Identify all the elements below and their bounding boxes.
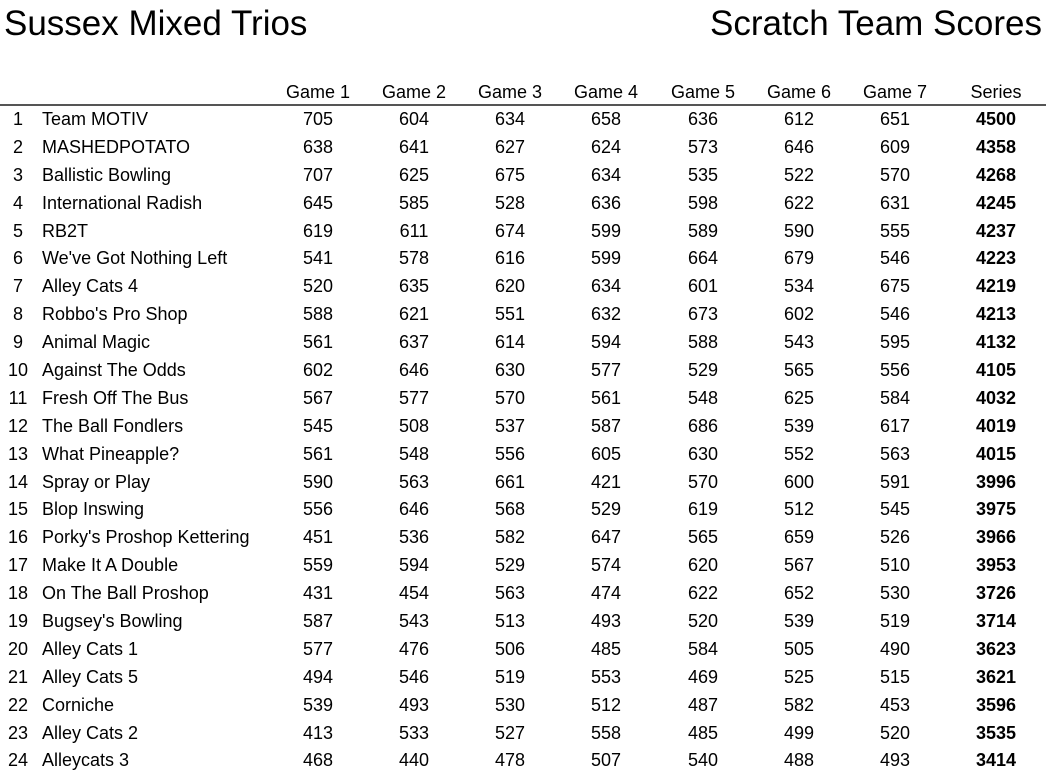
game-score-cell: 582 (494, 527, 526, 548)
rank-cell: 12 (7, 415, 29, 436)
game-score-cell: 546 (879, 304, 911, 325)
team-name-cell: Fresh Off The Bus (42, 387, 189, 408)
game-score-cell: 476 (398, 638, 430, 659)
rank-cell: 22 (7, 694, 29, 715)
game-score-cell: 527 (494, 722, 526, 743)
game-score-cell: 545 (302, 415, 334, 436)
game-score-cell: 545 (879, 499, 911, 520)
series-total-cell: 4019 (975, 415, 1017, 436)
series-total-cell: 4032 (975, 387, 1017, 408)
rank-cell: 3 (12, 164, 23, 185)
game-score-cell: 622 (783, 192, 815, 213)
game-score-cell: 512 (590, 694, 622, 715)
game-score-cell: 529 (494, 555, 526, 576)
series-total-cell: 3714 (975, 611, 1017, 632)
game-score-cell: 539 (302, 694, 334, 715)
game-score-cell: 539 (783, 611, 815, 632)
game-score-cell: 485 (687, 722, 719, 743)
game-score-cell: 508 (398, 415, 430, 436)
table-row (0, 608, 1046, 636)
rank-cell: 8 (12, 304, 23, 325)
game-score-cell: 589 (687, 220, 719, 241)
rank-cell: 5 (12, 220, 23, 241)
game-score-cell: 558 (590, 722, 622, 743)
series-total-cell: 4223 (975, 248, 1017, 269)
game-score-cell: 510 (879, 555, 911, 576)
team-name-cell: Blop Inswing (42, 499, 145, 520)
game-score-cell: 487 (687, 694, 719, 715)
game-score-cell: 570 (879, 164, 911, 185)
game-score-cell: 565 (687, 527, 719, 548)
table-row (0, 218, 1046, 246)
game-score-cell: 530 (494, 694, 526, 715)
rank-cell: 16 (7, 527, 29, 548)
game-score-cell: 584 (687, 638, 719, 659)
game-score-cell: 602 (783, 304, 815, 325)
table-row (0, 385, 1046, 413)
rank-cell: 7 (12, 276, 23, 297)
series-total-cell: 4015 (975, 443, 1017, 464)
table-row (0, 469, 1046, 497)
table-row (0, 106, 1046, 134)
table-row (0, 524, 1046, 552)
game-score-cell: 488 (783, 750, 815, 771)
game-score-cell: 614 (494, 332, 526, 353)
series-total-cell: 4358 (975, 136, 1017, 157)
team-name-cell: Porky's Proshop Kettering (42, 527, 250, 548)
rank-cell: 10 (7, 360, 29, 381)
game-score-cell: 541 (302, 248, 334, 269)
game-score-cell: 630 (687, 443, 719, 464)
column-header-game-4: Game 4 (573, 82, 639, 102)
series-total-cell: 3535 (975, 722, 1017, 743)
team-name-cell: MASHEDPOTATO (42, 136, 191, 157)
series-total-cell: 4268 (975, 164, 1017, 185)
game-score-cell: 587 (302, 611, 334, 632)
team-name-cell: On The Ball Proshop (42, 583, 209, 604)
series-total-cell: 4213 (975, 304, 1017, 325)
game-score-cell: 590 (783, 220, 815, 241)
table-header (0, 79, 1046, 106)
game-score-cell: 493 (398, 694, 430, 715)
game-score-cell: 604 (398, 109, 430, 129)
game-score-cell: 594 (398, 555, 430, 576)
rank-cell: 21 (7, 666, 29, 687)
table-row (0, 301, 1046, 329)
game-score-cell: 635 (398, 276, 430, 297)
game-score-cell: 528 (494, 192, 526, 213)
game-score-cell: 631 (879, 192, 911, 213)
game-score-cell: 529 (590, 499, 622, 520)
series-total-cell: 3414 (975, 750, 1017, 771)
game-score-cell: 601 (687, 276, 719, 297)
game-score-cell: 612 (783, 109, 815, 129)
game-score-cell: 599 (590, 248, 622, 269)
rank-cell: 11 (8, 387, 28, 408)
game-score-cell: 585 (398, 192, 430, 213)
team-name-cell: Alley Cats 4 (42, 276, 139, 297)
game-score-cell: 520 (879, 722, 911, 743)
team-name-cell: We've Got Nothing Left (42, 248, 228, 269)
game-score-cell: 621 (398, 304, 430, 325)
series-total-cell: 3623 (975, 638, 1017, 659)
team-name-cell: Robbo's Pro Shop (42, 304, 188, 325)
game-score-cell: 647 (590, 527, 622, 548)
game-score-cell: 675 (879, 276, 911, 297)
team-name-cell: Make It A Double (42, 555, 179, 576)
series-total-cell: 3975 (975, 499, 1017, 520)
game-score-cell: 675 (494, 164, 526, 185)
game-score-cell: 609 (879, 136, 911, 157)
game-score-cell: 651 (879, 109, 911, 129)
game-score-cell: 556 (302, 499, 334, 520)
team-name-cell: What Pineapple? (42, 443, 180, 464)
game-score-cell: 565 (783, 360, 815, 381)
game-score-cell: 556 (494, 443, 526, 464)
game-score-cell: 519 (494, 666, 526, 687)
game-score-cell: 619 (687, 499, 719, 520)
game-score-cell: 567 (783, 555, 815, 576)
table-row (0, 413, 1046, 441)
game-score-cell: 530 (879, 583, 911, 604)
game-score-cell: 563 (879, 443, 911, 464)
game-score-cell: 526 (879, 527, 911, 548)
game-score-cell: 646 (398, 499, 430, 520)
game-score-cell: 533 (398, 722, 430, 743)
team-name-cell: RB2T (42, 220, 89, 241)
game-score-cell: 563 (398, 471, 430, 492)
game-score-cell: 573 (687, 136, 719, 157)
game-score-cell: 529 (687, 360, 719, 381)
series-total-cell: 4219 (975, 276, 1017, 297)
game-score-cell: 641 (398, 136, 430, 157)
series-total-cell: 4105 (975, 360, 1017, 381)
game-score-cell: 474 (590, 583, 622, 604)
team-name-cell: International Radish (42, 192, 203, 213)
game-score-cell: 552 (783, 443, 815, 464)
team-name-cell: Bugsey's Bowling (42, 611, 183, 632)
table-row (0, 245, 1046, 273)
game-score-cell: 705 (302, 109, 334, 129)
game-score-cell: 539 (783, 415, 815, 436)
table-row (0, 329, 1046, 357)
series-total-cell: 3996 (975, 471, 1017, 492)
game-score-cell: 543 (783, 332, 815, 353)
column-header-game-3: Game 3 (477, 82, 543, 102)
game-score-cell: 568 (494, 499, 526, 520)
table-row (0, 134, 1046, 162)
game-score-cell: 561 (590, 387, 622, 408)
game-score-cell: 535 (687, 164, 719, 185)
game-score-cell: 636 (687, 109, 719, 129)
table-body (0, 106, 1046, 775)
game-score-cell: 556 (879, 360, 911, 381)
game-score-cell: 494 (302, 666, 334, 687)
rank-cell: 1 (12, 109, 23, 129)
game-score-cell: 632 (590, 304, 622, 325)
game-score-cell: 588 (687, 332, 719, 353)
game-score-cell: 507 (590, 750, 622, 771)
column-header-series: Series (970, 82, 1022, 102)
game-score-cell: 625 (398, 164, 430, 185)
team-name-cell: Against The Odds (42, 360, 186, 381)
game-score-cell: 577 (590, 360, 622, 381)
game-score-cell: 594 (590, 332, 622, 353)
game-score-cell: 540 (687, 750, 719, 771)
game-score-cell: 493 (879, 750, 911, 771)
game-score-cell: 512 (783, 499, 815, 520)
table-row (0, 441, 1046, 469)
table-row (0, 496, 1046, 524)
game-score-cell: 505 (783, 638, 815, 659)
game-score-cell: 543 (398, 611, 430, 632)
game-score-cell: 525 (783, 666, 815, 687)
series-total-cell: 3621 (975, 666, 1017, 687)
game-score-cell: 513 (494, 611, 526, 632)
rank-cell: 23 (7, 722, 29, 743)
game-score-cell: 561 (302, 332, 334, 353)
game-score-cell: 664 (687, 248, 719, 269)
game-score-cell: 478 (494, 750, 526, 771)
series-total-cell: 4500 (975, 109, 1017, 129)
table-row (0, 162, 1046, 190)
game-score-cell: 515 (879, 666, 911, 687)
game-score-cell: 605 (590, 443, 622, 464)
rank-cell: 9 (12, 332, 23, 353)
team-name-cell: Alley Cats 5 (42, 666, 139, 687)
game-score-cell: 673 (687, 304, 719, 325)
scores-table (0, 79, 1046, 775)
table-row (0, 720, 1046, 748)
game-score-cell: 520 (687, 611, 719, 632)
game-score-cell: 537 (494, 415, 526, 436)
game-score-cell: 469 (687, 666, 719, 687)
game-score-cell: 622 (687, 583, 719, 604)
game-score-cell: 548 (687, 387, 719, 408)
game-score-cell: 431 (302, 583, 334, 604)
game-score-cell: 634 (590, 276, 622, 297)
game-score-cell: 485 (590, 638, 622, 659)
column-header-game-5: Game 5 (670, 82, 736, 102)
team-name-cell: Alley Cats 1 (42, 638, 139, 659)
game-score-cell: 634 (494, 109, 526, 129)
game-score-cell: 578 (398, 248, 430, 269)
game-score-cell: 453 (879, 694, 911, 715)
team-name-cell: Ballistic Bowling (42, 164, 172, 185)
game-score-cell: 707 (302, 164, 334, 185)
team-name-cell: Corniche (42, 694, 115, 715)
game-score-cell: 645 (302, 192, 334, 213)
game-score-cell: 634 (590, 164, 622, 185)
series-total-cell: 4245 (975, 192, 1017, 213)
game-score-cell: 574 (590, 555, 622, 576)
game-score-cell: 600 (783, 471, 815, 492)
game-score-cell: 646 (783, 136, 815, 157)
game-score-cell: 468 (302, 750, 334, 771)
rank-cell: 4 (12, 192, 23, 213)
game-score-cell: 522 (783, 164, 815, 185)
game-score-cell: 536 (398, 527, 430, 548)
game-score-cell: 440 (398, 750, 430, 771)
game-score-cell: 598 (687, 192, 719, 213)
game-score-cell: 646 (398, 360, 430, 381)
game-score-cell: 636 (590, 192, 622, 213)
team-name-cell: Animal Magic (42, 332, 151, 353)
game-score-cell: 577 (302, 638, 334, 659)
game-score-cell: 577 (398, 387, 430, 408)
table-row (0, 692, 1046, 720)
game-score-cell: 591 (879, 471, 911, 492)
column-header-game-6: Game 6 (766, 82, 832, 102)
game-score-cell: 570 (494, 387, 526, 408)
table-row (0, 273, 1046, 301)
series-total-cell: 3596 (975, 694, 1017, 715)
game-score-cell: 630 (494, 360, 526, 381)
game-score-cell: 625 (783, 387, 815, 408)
team-name-cell: Spray or Play (42, 471, 151, 492)
rank-cell: 24 (7, 750, 29, 771)
series-total-cell: 4237 (975, 220, 1017, 241)
game-score-cell: 595 (879, 332, 911, 353)
team-name-cell: Team MOTIV (42, 109, 149, 129)
page-title: Sussex Mixed Trios (4, 4, 308, 43)
game-score-cell: 546 (879, 248, 911, 269)
game-score-cell: 674 (494, 220, 526, 241)
team-name-cell: Alley Cats 2 (42, 722, 139, 743)
column-header-game-2: Game 2 (381, 82, 447, 102)
team-name-cell: Alleycats 3 (42, 750, 130, 771)
game-score-cell: 659 (783, 527, 815, 548)
team-name-cell: The Ball Fondlers (42, 415, 184, 436)
game-score-cell: 555 (879, 220, 911, 241)
game-score-cell: 534 (783, 276, 815, 297)
rank-cell: 2 (12, 136, 23, 157)
series-total-cell: 3966 (975, 527, 1017, 548)
game-score-cell: 451 (302, 527, 334, 548)
table-row (0, 747, 1046, 775)
game-score-cell: 561 (302, 443, 334, 464)
game-score-cell: 617 (879, 415, 911, 436)
game-score-cell: 559 (302, 555, 334, 576)
rank-cell: 14 (7, 471, 29, 492)
game-score-cell: 638 (302, 136, 334, 157)
table-row (0, 357, 1046, 385)
game-score-cell: 661 (494, 471, 526, 492)
table-row (0, 664, 1046, 692)
game-score-cell: 599 (590, 220, 622, 241)
rank-cell: 20 (7, 638, 29, 659)
game-score-cell: 679 (783, 248, 815, 269)
rank-cell: 13 (7, 443, 29, 464)
column-header-game-1: Game 1 (285, 82, 351, 102)
game-score-cell: 520 (302, 276, 334, 297)
game-score-cell: 627 (494, 136, 526, 157)
game-score-cell: 499 (783, 722, 815, 743)
game-score-cell: 611 (399, 220, 429, 241)
game-score-cell: 616 (494, 248, 526, 269)
game-score-cell: 553 (590, 666, 622, 687)
game-score-cell: 454 (398, 583, 430, 604)
game-score-cell: 490 (879, 638, 911, 659)
game-score-cell: 570 (687, 471, 719, 492)
game-score-cell: 506 (494, 638, 526, 659)
game-score-cell: 563 (494, 583, 526, 604)
game-score-cell: 548 (398, 443, 430, 464)
rank-cell: 19 (7, 611, 29, 632)
page-subtitle: Scratch Team Scores (710, 4, 1042, 43)
game-score-cell: 658 (590, 109, 622, 129)
game-score-cell: 567 (302, 387, 334, 408)
game-score-cell: 602 (302, 360, 334, 381)
game-score-cell: 584 (879, 387, 911, 408)
game-score-cell: 551 (494, 304, 526, 325)
table-row (0, 636, 1046, 664)
game-score-cell: 590 (302, 471, 334, 492)
rank-cell: 17 (7, 555, 29, 576)
game-score-cell: 413 (302, 722, 334, 743)
game-score-cell: 421 (590, 471, 622, 492)
game-score-cell: 582 (783, 694, 815, 715)
table-row (0, 190, 1046, 218)
rank-cell: 6 (12, 248, 23, 269)
game-score-cell: 652 (783, 583, 815, 604)
game-score-cell: 637 (398, 332, 430, 353)
game-score-cell: 620 (494, 276, 526, 297)
game-score-cell: 624 (590, 136, 622, 157)
game-score-cell: 546 (398, 666, 430, 687)
game-score-cell: 493 (590, 611, 622, 632)
game-score-cell: 619 (302, 220, 334, 241)
game-score-cell: 686 (687, 415, 719, 436)
table-row (0, 580, 1046, 608)
table-row (0, 552, 1046, 580)
game-score-cell: 519 (879, 611, 911, 632)
game-score-cell: 620 (687, 555, 719, 576)
game-score-cell: 588 (302, 304, 334, 325)
series-total-cell: 4132 (975, 332, 1017, 353)
rank-cell: 15 (7, 499, 29, 520)
series-total-cell: 3953 (975, 555, 1017, 576)
series-total-cell: 3726 (975, 583, 1017, 604)
column-header-game-7: Game 7 (862, 82, 928, 102)
rank-cell: 18 (7, 583, 29, 604)
game-score-cell: 587 (590, 415, 622, 436)
